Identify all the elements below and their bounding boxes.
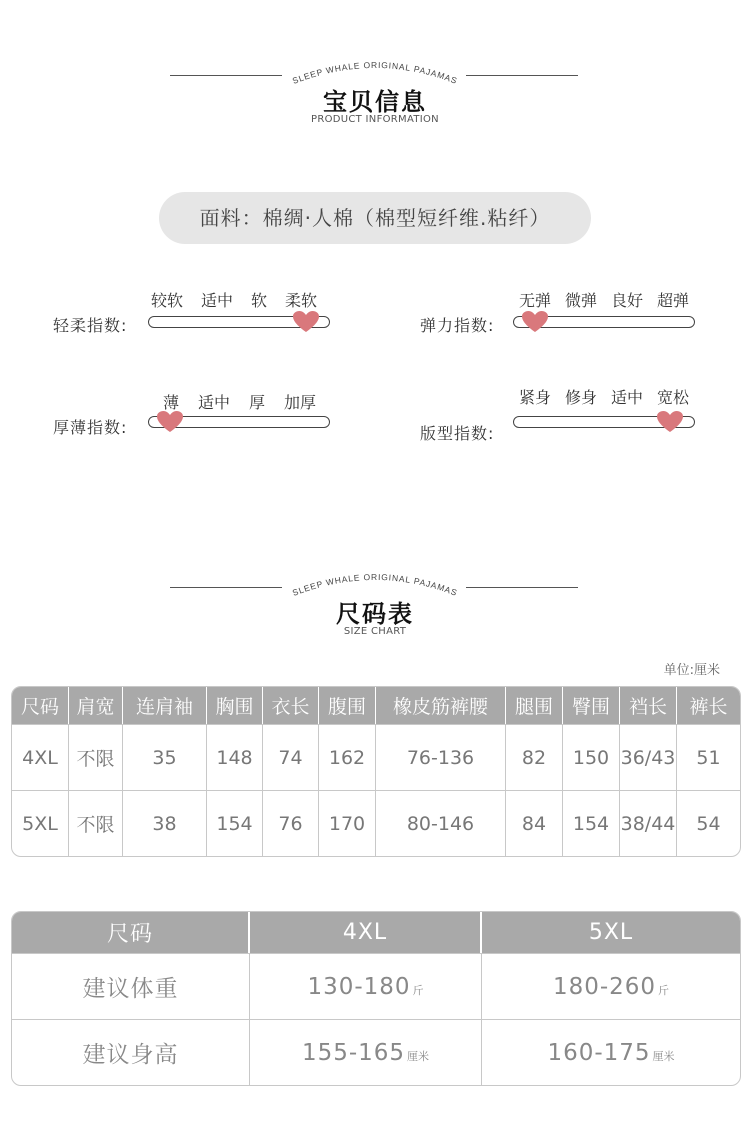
column-header: 裤长	[677, 687, 740, 724]
fabric-pill: 面料：棉绸·人棉（棉型短纤维.粘纤）	[159, 192, 591, 244]
column-header: 裆长	[620, 687, 677, 724]
level-label: 宽松	[656, 388, 689, 407]
table-cell	[250, 1019, 482, 1085]
table-cell: 154	[207, 790, 263, 856]
table-cell: 5XL	[12, 790, 69, 856]
table-cell: 76	[263, 790, 319, 856]
unit: 斤	[658, 983, 670, 997]
value: 180-260	[552, 973, 657, 1000]
section-title: 宝贝信息	[323, 88, 427, 116]
table-cell: 74	[263, 724, 319, 790]
table-cell: 51	[677, 724, 740, 790]
value: 155-165	[301, 1039, 406, 1066]
table-cell	[482, 953, 740, 1019]
value: 130-180	[307, 973, 411, 1000]
table-cell: 36/43	[620, 724, 677, 790]
table-cell: 54	[677, 790, 740, 856]
level-label: 适中	[197, 393, 230, 412]
table-row	[12, 790, 740, 856]
column-header: 4XL	[250, 912, 482, 953]
level-label: 软	[250, 291, 267, 310]
divider-right	[466, 587, 578, 588]
level-label: 良好	[610, 291, 643, 310]
level-label: 柔软	[284, 291, 317, 310]
index-levels	[516, 288, 692, 311]
column-header: 尺码	[12, 912, 250, 953]
heart-icon	[657, 411, 683, 433]
arc-text: SLEEP WHALE ORIGINAL PAJAMAS	[290, 59, 460, 86]
table-cell	[250, 953, 482, 1019]
recommendation-table	[11, 911, 741, 1086]
level-label: 适中	[200, 291, 233, 310]
index-thickness	[53, 390, 333, 438]
index-levels	[148, 288, 320, 311]
index-label: 厚薄指数:	[53, 418, 128, 437]
table-cell: 不限	[69, 724, 123, 790]
row-label: 建议体重	[12, 953, 250, 1019]
table-cell: 82	[506, 724, 563, 790]
column-header: 臀围	[563, 687, 620, 724]
level-label: 无弹	[518, 291, 551, 310]
column-header: 腿围	[506, 687, 563, 724]
value: 160-175	[547, 1039, 651, 1066]
index-softness	[53, 288, 333, 336]
section-title: 尺码表	[336, 600, 414, 628]
table-cell: 4XL	[12, 724, 69, 790]
table-cell: 154	[563, 790, 620, 856]
table-row	[12, 1019, 740, 1085]
table-cell	[482, 1019, 740, 1085]
table-cell: 35	[123, 724, 207, 790]
column-header: 橡皮筋裤腰	[376, 687, 506, 724]
divider-right	[466, 75, 578, 76]
table-cell: 148	[207, 724, 263, 790]
level-label: 超弹	[656, 291, 689, 310]
heart-icon	[522, 311, 548, 333]
column-header: 5XL	[482, 912, 740, 953]
unit-label: 单位:厘米	[663, 663, 720, 678]
level-label: 薄	[162, 393, 179, 412]
index-levels	[161, 390, 319, 413]
size-chart-header	[0, 568, 750, 648]
column-header: 衣长	[263, 687, 319, 724]
table-row	[12, 953, 740, 1019]
column-header: 胸围	[207, 687, 263, 724]
level-label: 较软	[150, 291, 183, 310]
table-row	[12, 724, 740, 790]
index-label: 版型指数:	[420, 424, 495, 443]
table-cell: 84	[506, 790, 563, 856]
index-label: 弹力指数:	[420, 316, 495, 335]
column-header: 连肩袖	[123, 687, 207, 724]
column-header: 腹围	[319, 687, 376, 724]
level-label: 微弹	[564, 291, 597, 310]
index-elasticity	[420, 288, 700, 336]
divider-left	[170, 75, 282, 76]
table-cell: 38/44	[620, 790, 677, 856]
table-cell: 76-136	[376, 724, 506, 790]
unit: 厘米	[407, 1049, 430, 1063]
table-cell: 162	[319, 724, 376, 790]
product-info-header	[0, 56, 750, 136]
index-levels	[516, 385, 692, 408]
table-cell: 38	[123, 790, 207, 856]
level-label: 厚	[248, 393, 265, 412]
section-subtitle: PRODUCT INFORMATION	[311, 114, 439, 125]
row-label: 建议身高	[12, 1019, 250, 1085]
table-cell: 170	[319, 790, 376, 856]
size-table	[11, 686, 741, 857]
column-header: 肩宽	[69, 687, 123, 724]
table-header-row	[12, 912, 740, 953]
table-cell: 80-146	[376, 790, 506, 856]
index-label: 轻柔指数:	[53, 316, 128, 335]
table-cell: 不限	[69, 790, 123, 856]
heart-icon	[293, 311, 319, 333]
unit: 厘米	[652, 1049, 675, 1063]
column-header: 尺码	[12, 687, 69, 724]
table-header-row	[12, 687, 740, 724]
level-label: 加厚	[283, 393, 316, 412]
unit: 斤	[412, 983, 424, 997]
level-label: 修身	[564, 388, 597, 407]
level-label: 紧身	[518, 388, 551, 407]
index-fit	[420, 385, 700, 443]
section-subtitle: SIZE CHART	[343, 626, 407, 637]
level-label: 适中	[610, 388, 643, 407]
divider-left	[170, 587, 282, 588]
table-cell: 150	[563, 724, 620, 790]
arc-text: SLEEP WHALE ORIGINAL PAJAMAS	[290, 571, 460, 598]
heart-icon	[157, 411, 183, 433]
